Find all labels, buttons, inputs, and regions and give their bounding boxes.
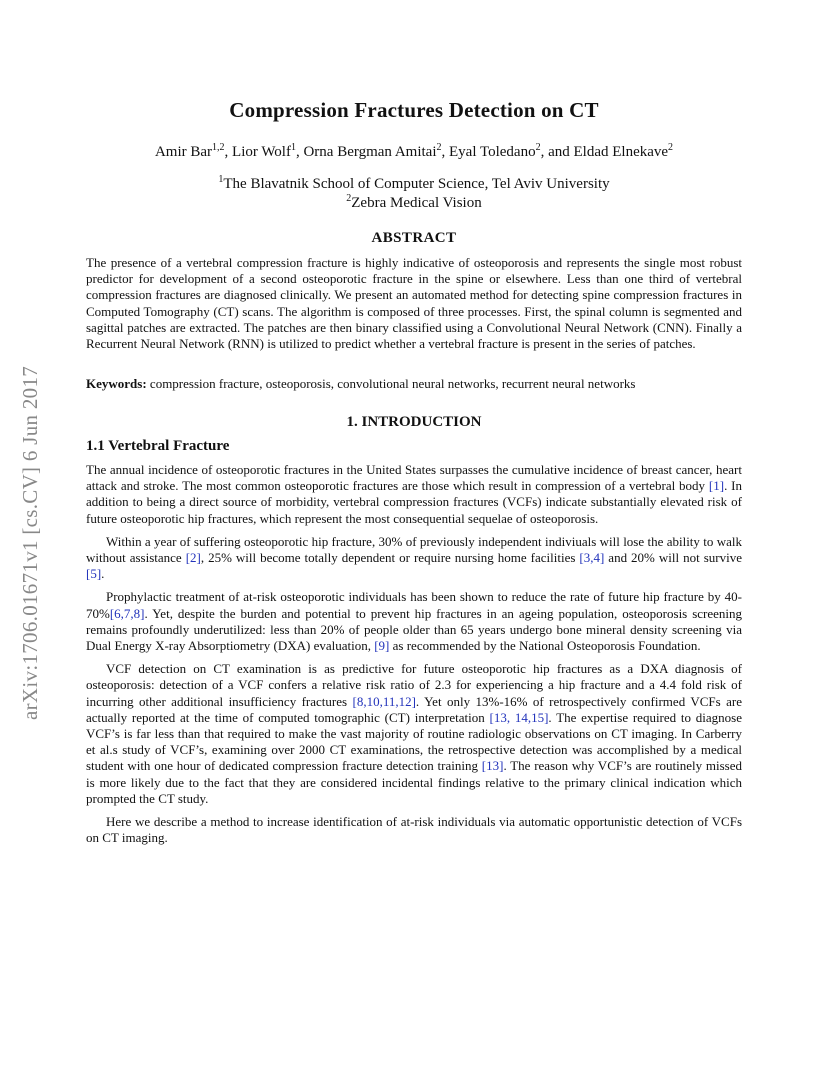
author-name: Eyal Toledano xyxy=(449,144,536,160)
affiliation-name: Zebra Medical Vision xyxy=(351,195,482,211)
paper-title: Compression Fractures Detection on CT xyxy=(229,98,599,122)
citation-link[interactable]: [5] xyxy=(86,566,102,582)
author-name: Amir Bar xyxy=(154,144,213,160)
keywords xyxy=(86,376,742,392)
citation-link[interactable]: [9] xyxy=(374,638,390,654)
body-paragraph: Prophylactic treatment of at-risk osteoporotic individuals has been shown to reduce the rate of future hip fracture by 40-70%[6,7,8]. Yet, despite the burden and potential to prevent hip fractures in an ageing population, osteoporosis screening remains profoundly underutilized: less than 20% of people older than 65 years undergo bone mineral density screening via Dual Energy X-ray Absorptiometry (DXA) evaluation, [9] as recommended by the National Osteoporosis Foundation. xyxy=(86,589,742,654)
citation-link[interactable]: [2] xyxy=(185,550,201,566)
keywords-label: Keywords: xyxy=(86,376,147,391)
body-paragraph: Within a year of suffering osteoporotic hip fracture, 30% of previously independent indiviuals will lose the ability to walk without assistance [2], 25% will become totally dependent or require nursing home facilities [3,4] and 20% will not survive [5]. xyxy=(86,533,742,582)
author-affiliation-mark: 1 xyxy=(290,142,296,153)
citation-link[interactable]: [1] xyxy=(708,478,725,494)
citation-link[interactable]: [6,7,8] xyxy=(109,605,145,621)
affiliation-number: 1 xyxy=(218,174,224,185)
abstract-text: The presence of a vertebral compression fracture is highly indicative of osteoporosis and represents the single most robust predictor for development of a second osteoporotic fracture in the spine or elsewhere. Less than one third of vertebral compression fractures are diagnosed clinically. We present an automated method for detecting spine compression fractures in Computed Tomography (CT) scans. The algorithm is composed of three processes. First, the spinal column is segmented and sagittal patches are extracted. The patches are then binary classified using a Convolutional Neural Network (CNN). Finally a Recurrent Neural Network (RNN) is utilized to predict whether a vertebral fracture is present in the series of patches. xyxy=(86,255,742,352)
body-text xyxy=(86,462,742,853)
affiliation-1 xyxy=(0,174,828,193)
author-name: Eldad Elnekave xyxy=(573,144,669,160)
citation-link[interactable]: [13, 14,15] xyxy=(489,709,549,725)
author-affiliation-mark: 2 xyxy=(668,142,674,153)
author-name: Lior Wolf xyxy=(232,144,291,160)
author-list: Amir Bar$^{1,2}$, Lior Wolf$^1$, Orna Bergman Amitai$^2$, Eyal Toledano$^2$, and Eldad Elnekave$^2$ xyxy=(154,142,674,160)
body-paragraph: The annual incidence of osteoporotic fractures in the United States surpasses the cumulative incidence of breast cancer, heart attack and stroke. The most common osteoporotic fractures are those which result in compression of a vertebral body [1]. In addition to being a direct source of morbidity, vertebral compression fractures (VCFs) indicate substantially elevated risk of future osteoporotic hip fractures, which represent the most consequential sequelae of osteoporosis. xyxy=(86,462,742,526)
affiliation-2 xyxy=(0,193,828,212)
affiliation-name: The Blavatnik School of Computer Science, Tel Aviv University xyxy=(223,176,610,192)
keywords-list: compression fracture, osteoporosis, convolutional neural networks, recurrent neural networks xyxy=(149,376,636,391)
section-heading: 1. INTRODUCTION xyxy=(346,414,482,430)
body-paragraph: Here we describe a method to increase identification of at-risk individuals via automatic opportunistic detection of VCFs on CT imaging. xyxy=(86,814,742,846)
body-paragraph: VCF detection on CT examination is as predictive for future osteoporotic hip fractures as a DXA diagnosis of osteoporosis: detection of a VCF confers a relative risk ratio of 2.3 for experiencing a hip fracture and a 4.4 fold risk of incurring other additional insufficiency fractures [8,10,11,12]. Yet only 13%-16% of retrospectively confirmed VCFs are actually reported at the time of computed tomographic (CT) interpretation [13, 14,15]. The expertise required to diagnose VCF’s is far less than that required to make the vast majority of routine radiologic observations on CT imaging. In Carberry et al.s study of VCF’s, examining over 2000 CT examinations, the retrospective detection was accomplished by a medical student with one hour of dedicated compression fracture detection training [13]. The reason why VCF’s are routinely missed is more likely due to the fact that they are considered incidental findings relative to the primary clinical indication which prompted the CT study. xyxy=(86,661,742,806)
citation-link[interactable]: [3,4] xyxy=(579,550,605,566)
subsection-heading: 1.1 Vertebral Fracture xyxy=(86,438,230,454)
affiliation-number: 2 xyxy=(346,193,352,204)
author-affiliation-mark: 2 xyxy=(535,142,541,153)
author-name: Orna Bergman Amitai xyxy=(303,144,437,160)
author-affiliation-mark: 1,2 xyxy=(212,142,225,153)
citation-link[interactable]: [8,10,11,12] xyxy=(352,693,416,709)
arxiv-identifier: arXiv:1706.01671v1 [cs.CV] 6 Jun 2017 xyxy=(18,365,42,720)
citation-link[interactable]: [13] xyxy=(481,758,504,774)
abstract-heading: ABSTRACT xyxy=(371,230,457,246)
author-affiliation-mark: 2 xyxy=(436,142,442,153)
